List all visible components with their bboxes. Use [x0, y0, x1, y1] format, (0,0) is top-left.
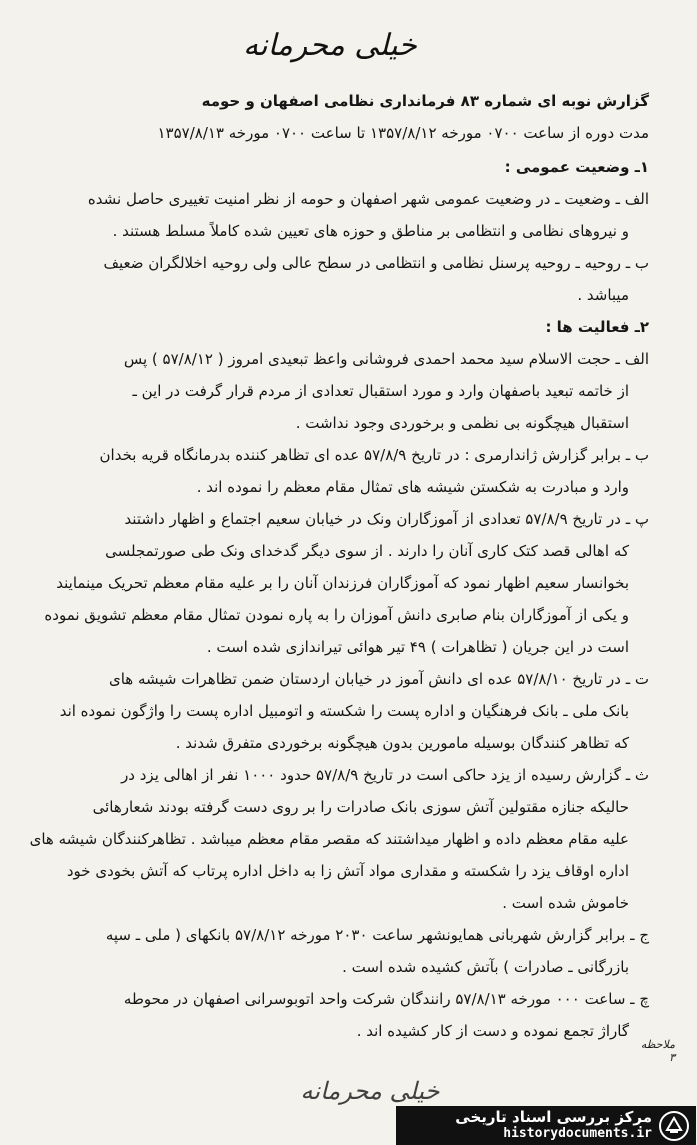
report-line: و نیروهای نظامی و انتظامی بر مناطق و حوزه های تعیین شده کاملاً مسلط هستند . — [112, 222, 629, 240]
report-line: ۱ـ وضعیت عمومی : — [504, 158, 649, 176]
report-line: وارد و مبادرت به شکستن شیشه های تمثال مقام معظم را نموده اند . — [196, 478, 629, 496]
report-line: گاراژ تجمع نموده و دست از کار کشیده اند . — [356, 1022, 629, 1040]
report-line: استقبال هیچگونه بی نظمی و برخوردی وجود نداشت . — [295, 414, 629, 432]
report-line: بخوانسار سعیم اظهار نمود که آموزگاران فرزندان آنان را بر علیه مقام معظم تحریک مینمایند — [56, 574, 629, 592]
report-line: ج ـ برابر گزارش شهربانی همایونشهر ساعت ۲۰۳۰ مورخه ۵۷/۸/۱۲ بانکهای ( ملی ـ سپه — [105, 926, 649, 944]
watermark-banner[interactable] — [396, 1106, 696, 1145]
report-line: پ ـ در تاریخ ۵۷/۸/۹ تعدادی از آموزگاران ونک در خیابان سعیم اجتماع و اظهار داشتند — [124, 510, 649, 528]
report-line: و یکی از آموزگاران بنام صابری دانش آموزان را به پاره نمودن تمثال مقام معظم تشویق نموده — [44, 606, 629, 624]
report-line: از خاتمه تبعید باصفهان وارد و مورد استقبال تعدادی از مردم قرار گرفت در این ـ — [132, 382, 629, 400]
marginal-note-number: ۳ — [669, 1051, 675, 1064]
report-line: بازرگانی ـ صادرات ) بآتش کشیده شده است . — [342, 958, 629, 976]
report-line: است در این جریان ( تظاهرات ) ۴۹ تیر هوائی تیراندازی شده است . — [206, 638, 629, 656]
report-line: حالیکه جنازه مقتولین آتش سوزی بانک صادرات را بر روی دست گرفته بودند شعارهائی — [92, 798, 629, 816]
report-line: که اهالی قصد کتک کاری آنان را دارند . از سوی دیگر گدخدای ونک طی صورتمجلسی — [105, 542, 629, 560]
classification-heading: خیلی محرمانه — [243, 28, 417, 63]
report-line: ت ـ در تاریخ ۵۷/۸/۱۰ عده ای دانش آموز در خیابان اردستان ضمن تظاهرات شیشه های — [108, 670, 649, 688]
report-line: خاموش شده است . — [502, 894, 629, 912]
report-line: ب ـ روحیه ـ روحیه پرسنل نظامی و انتظامی در سطح عالی ولی روحیه اخلالگران ضعیف — [103, 254, 649, 272]
marginal-note — [575, 1038, 675, 1088]
marginal-note-word: ملاحظه — [640, 1038, 675, 1051]
report-line: الف ـ وضعیت ـ در وضعیت عمومی شهر اصفهان و حومه از نظر امنیت تغییری حاصل نشده — [87, 190, 649, 208]
report-period: مدت دوره از ساعت ۰۷۰۰ مورخه ۱۳۵۷/۸/۱۲ تا ساعت ۰۷۰۰ مورخه ۱۳۵۷/۸/۱۳ — [157, 124, 649, 142]
report-line: چ ـ ساعت ۰۰۰ مورخه ۵۷/۸/۱۳ رانندگان شرکت واحد اتوبوسرانی اصفهان در محوطه — [123, 990, 649, 1008]
report-line: میباشد . — [577, 286, 629, 304]
report-line: اداره اوقاف یزد را شکسته و مقداری مواد آتش زا به داخل اداره پرتاب که آتش بخودی خود — [66, 862, 629, 880]
classification-footer: خیلی محرمانه — [300, 1077, 440, 1105]
report-line: علیه مقام معظم داده و اظهار میداشتند که مقصر مقام معظم میباشد . تظاهرکنندگان شیشه های — [29, 830, 629, 848]
watermark-title: مرکز بررسی اسناد تاریخی — [455, 1108, 652, 1126]
report-title: گزارش نوبه ای شماره ۸۳ فرمانداری نظامی اصفهان و حومه — [201, 92, 649, 110]
report-line: ب ـ برابر گزارش ژاندارمری : در تاریخ ۵۷/۸/۹ عده ای تظاهر کننده بدرمانگاه قریه بخدان — [99, 446, 649, 464]
report-line: الف ـ حجت الاسلام سید محمد احمدی فروشانی واعظ تبعیدی امروز ( ۵۷/۸/۱۲ ) پس — [123, 350, 649, 368]
watermark-url[interactable]: historydocuments.ir — [503, 1126, 652, 1141]
report-line: ث ـ گزارش رسیده از یزد حاکی است در تاریخ ۵۷/۸/۹ حدود ۱۰۰۰ نفر از اهالی یزد در — [121, 766, 649, 784]
report-line: بانک ملی ـ بانک فرهنگیان و اداره پست را شکسته و اتومبیل اداره پست را واژگون نموده اند — [59, 702, 629, 720]
book-quill-icon — [658, 1110, 690, 1142]
report-line: که تظاهر کنندگان بوسیله مامورین بدون هیچگونه برخوردی متفرق شدند . — [175, 734, 629, 752]
report-line: ۲ـ فعالیت ها : — [545, 318, 649, 336]
